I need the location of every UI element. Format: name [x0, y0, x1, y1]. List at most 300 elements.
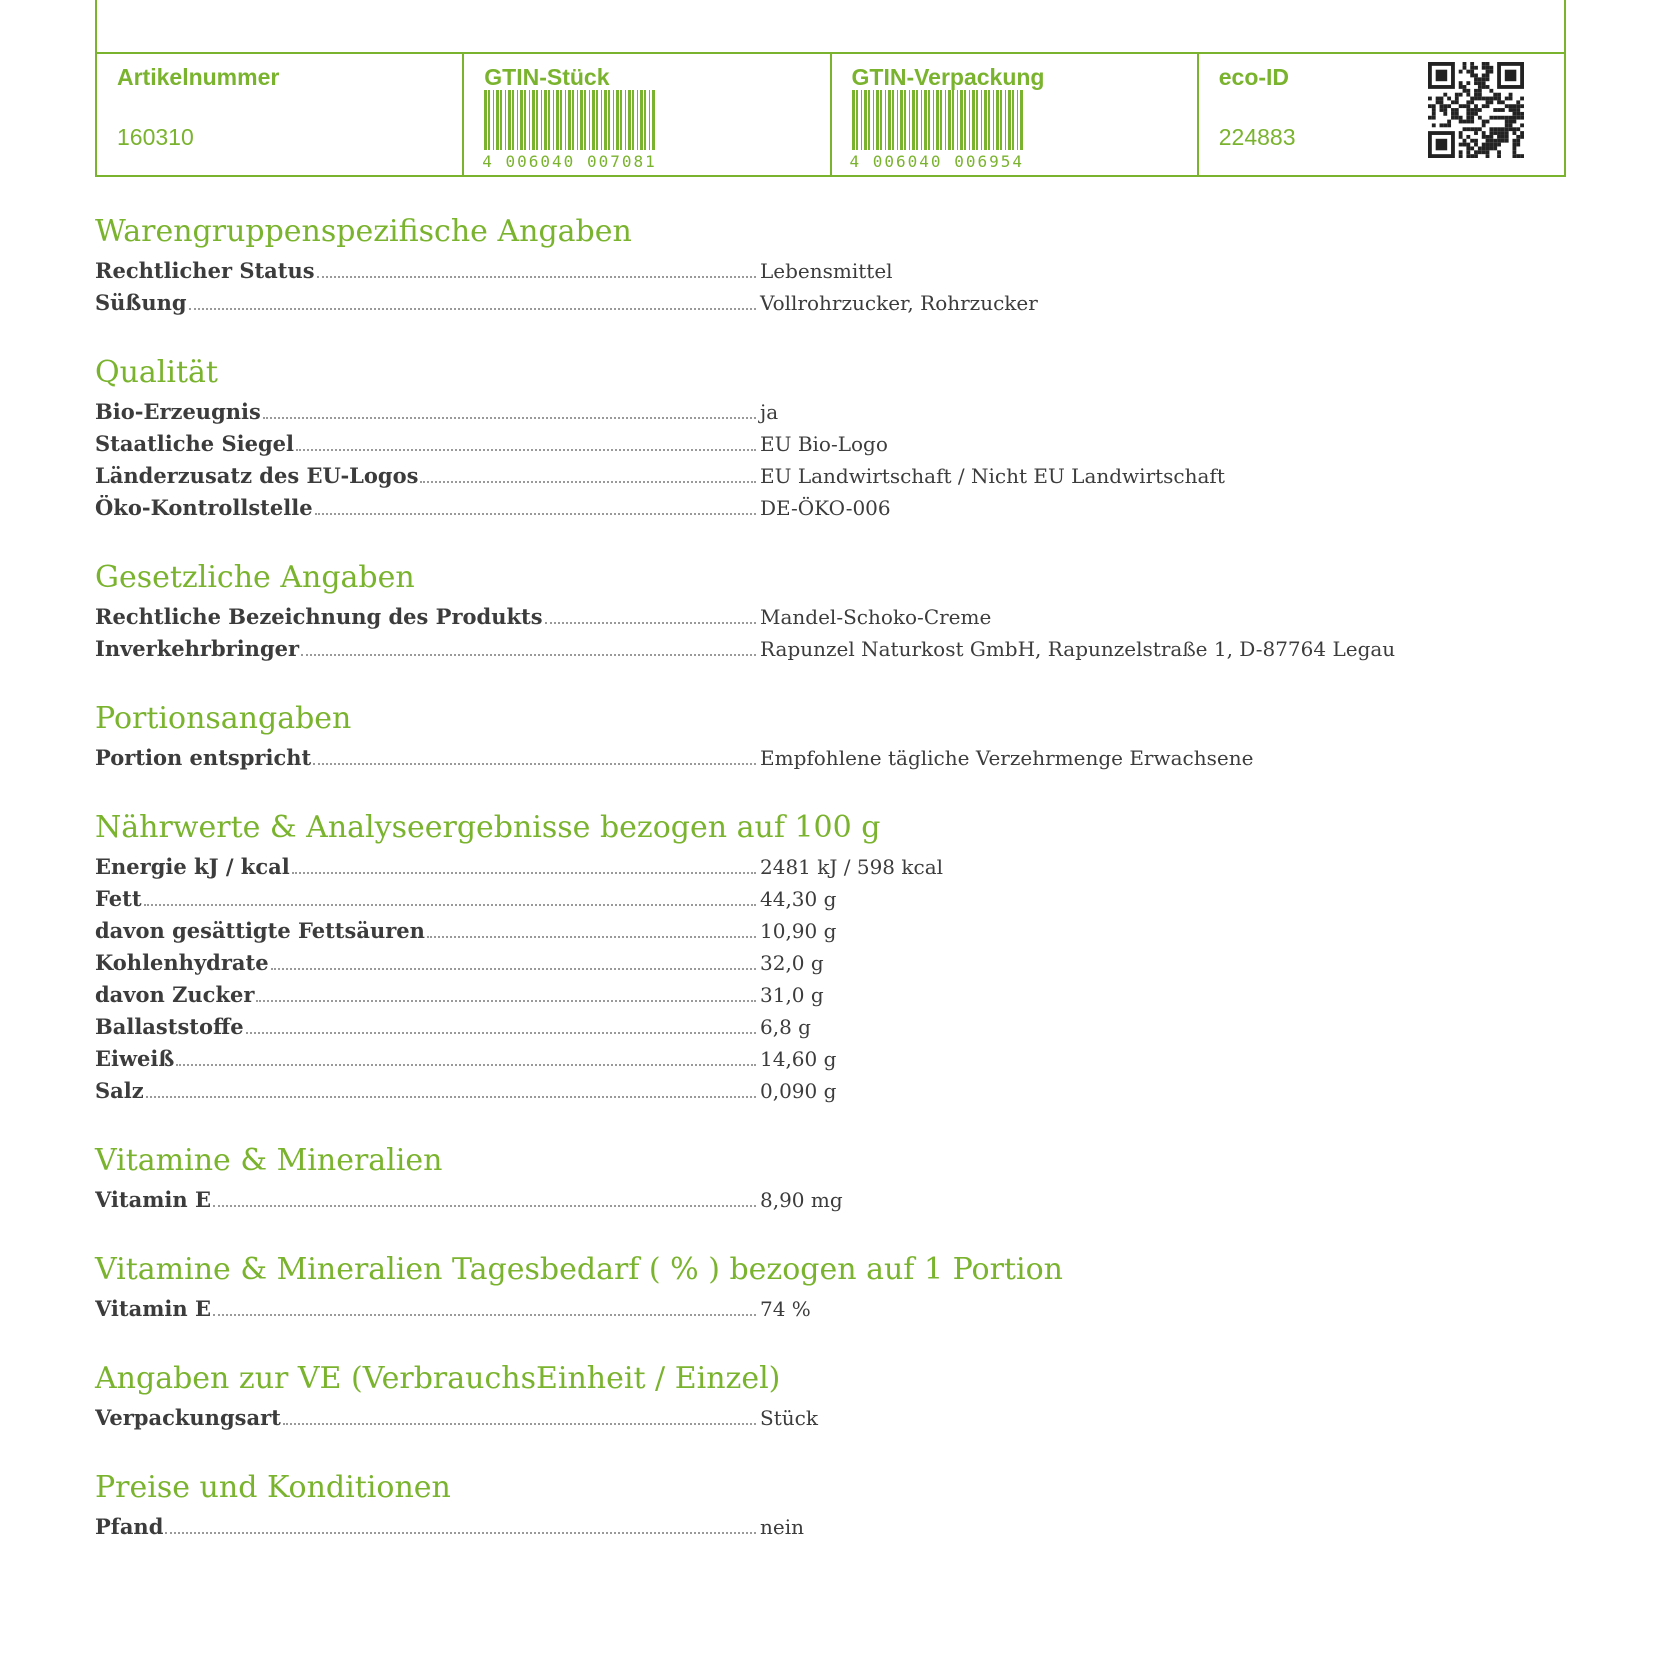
barcode-bar	[577, 90, 578, 150]
barcode-bar	[544, 90, 547, 150]
qr-module	[1436, 100, 1440, 104]
qr-module	[1459, 104, 1463, 108]
spec-value: Empfohlene tägliche Verzehrmenge Erwachsene	[760, 746, 1254, 770]
qr-module	[1486, 143, 1490, 147]
spec-value: Rapunzel Naturkost GmbH, Rapunzelstraße 1, D-87764 Legau	[760, 637, 1396, 661]
barcode-bar	[945, 90, 946, 150]
spec-label: Süßung	[95, 290, 187, 315]
spec-row-label-area	[95, 1405, 760, 1431]
spec-row	[95, 598, 1495, 630]
qr-module	[1520, 97, 1524, 101]
qr-module	[1493, 116, 1497, 120]
dot-leader	[213, 1204, 756, 1207]
qr-module	[1474, 66, 1478, 70]
qr-module	[1466, 150, 1470, 154]
qr-module	[1493, 146, 1497, 150]
qr-module	[1466, 120, 1470, 124]
barcode-bar	[652, 90, 655, 150]
qr-module	[1512, 154, 1516, 158]
dot-leader	[271, 967, 756, 970]
gtin-package-cell	[832, 54, 1199, 175]
qr-module	[1486, 70, 1490, 74]
qr-module	[1497, 108, 1501, 112]
dot-leader	[420, 480, 756, 483]
spec-value: Stück	[760, 1406, 818, 1430]
qr-module	[1509, 97, 1513, 101]
section-title: Vitamine & Mineralien	[95, 1143, 443, 1178]
qr-module	[1474, 154, 1478, 158]
section	[95, 558, 1495, 662]
qr-module	[1497, 93, 1501, 97]
spec-row-label-area	[95, 854, 760, 880]
qr-module	[1470, 127, 1474, 131]
barcode-bar	[604, 90, 607, 150]
spec-row	[95, 489, 1495, 521]
dot-leader	[292, 871, 756, 874]
qr-module	[1520, 154, 1524, 158]
spec-label: Länderzusatz des EU-Logos	[95, 463, 419, 488]
qr-module	[1516, 116, 1520, 120]
qr-module	[1486, 104, 1490, 108]
qr-module	[1466, 146, 1470, 150]
barcode-bar	[868, 90, 870, 150]
qr-module	[1516, 104, 1520, 108]
qr-module	[1466, 100, 1470, 104]
barcode-bar	[616, 90, 619, 150]
qr-module	[1509, 120, 1513, 124]
qr-module	[1489, 89, 1493, 93]
qr-module	[1509, 108, 1513, 112]
qr-module	[1478, 146, 1482, 150]
barcode-bar	[493, 90, 494, 150]
qr-module	[1482, 120, 1486, 124]
qr-module	[1520, 104, 1524, 108]
barcode-bar	[568, 90, 571, 150]
qr-module	[1501, 139, 1505, 143]
barcode-bar	[508, 90, 511, 150]
qr-module	[1520, 123, 1524, 127]
barcode-bar	[993, 90, 994, 150]
qr-module	[1516, 139, 1520, 143]
barcode-bar	[625, 90, 626, 150]
barcode-bar	[892, 90, 894, 150]
qr-module	[1486, 154, 1490, 158]
spec-value: nein	[760, 1515, 804, 1539]
barcode-bar	[556, 90, 559, 150]
barcode-bar	[888, 90, 891, 150]
qr-module	[1486, 62, 1490, 66]
dot-leader	[296, 448, 756, 451]
spec-label: Rechtlicher Status	[95, 258, 315, 283]
qr-module	[1466, 70, 1470, 74]
qr-module	[1512, 120, 1516, 124]
qr-module	[1478, 127, 1482, 131]
spec-row-label-area	[95, 1046, 760, 1072]
spec-value: 14,60 g	[760, 1047, 837, 1071]
qr-module	[1455, 97, 1459, 101]
qr-module	[1489, 146, 1493, 150]
qr-module	[1520, 131, 1524, 135]
qr-module	[1470, 139, 1474, 143]
qr-module	[1497, 127, 1501, 131]
spec-row	[95, 912, 1495, 944]
qr-module	[1482, 81, 1486, 85]
qr-module	[1486, 97, 1490, 101]
qr-module	[1489, 70, 1493, 74]
barcode-bar	[969, 90, 970, 150]
qr-module	[1505, 139, 1509, 143]
qr-module	[1478, 97, 1482, 101]
barcode-bar	[640, 90, 643, 150]
qr-module	[1501, 131, 1505, 135]
qr-module	[1512, 146, 1516, 150]
barcode-bar	[928, 90, 930, 150]
section	[95, 212, 1495, 316]
section-title: Vitamine & Mineralien Tagesbedarf ( % ) bezogen auf 1 Portion	[95, 1252, 1063, 1287]
qr-module	[1474, 81, 1478, 85]
qr-module	[1493, 127, 1497, 131]
qr-module	[1447, 97, 1451, 101]
barcode-bar	[512, 90, 514, 150]
qr-module	[1459, 85, 1463, 89]
barcode-bar	[601, 90, 602, 150]
qr-module	[1509, 127, 1513, 131]
qr-finder	[1436, 139, 1448, 151]
gtin-piece-cell	[464, 54, 831, 175]
barcode-bar	[988, 90, 990, 150]
qr-module	[1520, 116, 1524, 120]
qr-module	[1486, 146, 1490, 150]
barcode-bar	[608, 90, 610, 150]
spec-label: Verpackungsart	[95, 1405, 281, 1430]
qr-module	[1493, 131, 1497, 135]
barcode-bar	[1008, 90, 1011, 150]
qr-module	[1466, 143, 1470, 147]
qr-module	[1470, 112, 1474, 116]
barcode-bar	[933, 90, 934, 150]
eco-id-label: eco-ID	[1218, 64, 1290, 90]
qr-module	[1451, 108, 1455, 112]
spec-row-label-area	[95, 290, 760, 316]
qr-module	[1463, 143, 1467, 147]
dot-leader	[545, 621, 756, 624]
spec-row-label-area	[95, 495, 760, 521]
qr-module	[1459, 93, 1463, 97]
qr-module	[1497, 131, 1501, 135]
qr-module	[1505, 135, 1509, 139]
barcode-bar	[649, 90, 650, 150]
spec-label: Fett	[95, 886, 142, 911]
qr-module	[1474, 93, 1478, 97]
spec-row	[95, 425, 1495, 457]
barcode-bar	[1005, 90, 1006, 150]
spec-value: 8,90 mg	[760, 1188, 843, 1212]
spec-row-label-area	[95, 1078, 760, 1104]
qr-module	[1478, 116, 1482, 120]
qr-module	[1509, 123, 1513, 127]
qr-module	[1466, 112, 1470, 116]
qr-module	[1428, 104, 1432, 108]
qr-module	[1486, 150, 1490, 154]
spec-row-label-area	[95, 950, 760, 976]
dot-leader	[313, 762, 756, 765]
qr-module	[1470, 146, 1474, 150]
qr-module	[1482, 131, 1486, 135]
spec-label: Eiweiß	[95, 1046, 175, 1071]
gtin-package-barcode	[852, 90, 1027, 150]
dot-leader	[256, 999, 756, 1002]
qr-module	[1478, 81, 1482, 85]
qr-module	[1466, 116, 1470, 120]
barcode-bar	[984, 90, 987, 150]
barcode-bar	[589, 90, 590, 150]
qr-module	[1497, 135, 1501, 139]
qr-module	[1466, 135, 1470, 139]
spec-value: 32,0 g	[760, 951, 824, 975]
qr-module	[1470, 108, 1474, 112]
barcode-bar	[912, 90, 915, 150]
qr-module	[1478, 89, 1482, 93]
section-title: Nährwerte & Analyseergebnisse bezogen auf 100 g	[95, 810, 881, 845]
qr-module	[1432, 108, 1436, 112]
section	[95, 808, 1495, 1104]
spec-label: Inverkehrbringer	[95, 636, 300, 661]
qr-module	[1466, 108, 1470, 112]
spec-row-label-area	[95, 886, 760, 912]
qr-module	[1478, 77, 1482, 81]
spec-row	[95, 1290, 1495, 1322]
qr-module	[1451, 116, 1455, 120]
barcode-bar	[572, 90, 574, 150]
qr-module	[1466, 104, 1470, 108]
section	[95, 1141, 1495, 1213]
qr-module	[1463, 66, 1467, 70]
qr-module	[1436, 97, 1440, 101]
barcode-bar	[628, 90, 631, 150]
qr-module	[1447, 123, 1451, 127]
qr-module	[1443, 93, 1447, 97]
gtin-piece-digits: 4 006040 007081	[482, 152, 657, 171]
qr-module	[1474, 104, 1478, 108]
qr-module	[1443, 112, 1447, 116]
qr-module	[1489, 116, 1493, 120]
qr-module	[1497, 139, 1501, 143]
barcode-bar	[952, 90, 954, 150]
spec-label: Vitamin E	[95, 1187, 211, 1212]
barcode-bar	[897, 90, 898, 150]
qr-module	[1482, 150, 1486, 154]
qr-module	[1466, 154, 1470, 158]
dot-leader	[301, 653, 756, 656]
qr-module	[1474, 74, 1478, 78]
qr-module	[1486, 135, 1490, 139]
barcode-bar	[904, 90, 906, 150]
spec-row	[95, 944, 1495, 976]
qr-module	[1463, 139, 1467, 143]
spec-row	[95, 630, 1495, 662]
barcode-bar	[856, 90, 858, 150]
barcode-bar	[524, 90, 526, 150]
qr-module	[1451, 112, 1455, 116]
qr-module	[1520, 112, 1524, 116]
spec-sheet	[95, 212, 1495, 1577]
dot-leader	[176, 1063, 756, 1066]
qr-module	[1440, 108, 1444, 112]
qr-module	[1505, 127, 1509, 131]
qr-module	[1428, 97, 1432, 101]
qr-module	[1482, 104, 1486, 108]
dot-leader	[315, 512, 756, 515]
section-title: Warengruppenspezifische Angaben	[95, 214, 632, 249]
barcode-bar	[957, 90, 958, 150]
qr-code	[1428, 62, 1524, 158]
qr-module	[1463, 104, 1467, 108]
barcode-bar	[632, 90, 634, 150]
barcode-bar	[1020, 90, 1023, 150]
qr-module	[1459, 154, 1463, 158]
barcode-bar	[565, 90, 566, 150]
qr-module	[1478, 85, 1482, 89]
qr-module	[1501, 116, 1505, 120]
spec-row	[95, 457, 1495, 489]
product-header	[95, 0, 1566, 177]
barcode-bar	[496, 90, 499, 150]
qr-module	[1486, 120, 1490, 124]
qr-module	[1466, 93, 1470, 97]
qr-module	[1459, 143, 1463, 147]
qr-module	[1451, 100, 1455, 104]
spec-row	[95, 976, 1495, 1008]
spec-row	[95, 1399, 1495, 1431]
barcode-bar	[924, 90, 927, 150]
spec-row	[95, 1008, 1495, 1040]
qr-module	[1474, 89, 1478, 93]
qr-module	[1459, 120, 1463, 124]
qr-module	[1482, 77, 1486, 81]
gtin-package-digits: 4 006040 006954	[849, 152, 1024, 171]
qr-module	[1463, 127, 1467, 131]
dot-leader	[165, 1531, 756, 1534]
spec-value: 44,30 g	[760, 887, 837, 911]
spec-row	[95, 1040, 1495, 1072]
qr-module	[1459, 131, 1463, 135]
qr-module	[1474, 150, 1478, 154]
qr-module	[1466, 89, 1470, 93]
qr-module	[1440, 104, 1444, 108]
barcode-bar	[909, 90, 910, 150]
barcode-bar	[517, 90, 518, 150]
barcode-bar	[541, 90, 542, 150]
spec-row-label-area	[95, 982, 760, 1008]
qr-module	[1493, 97, 1497, 101]
qr-module	[1470, 66, 1474, 70]
barcode-bar	[637, 90, 638, 150]
qr-module	[1443, 104, 1447, 108]
barcode-bar	[553, 90, 554, 150]
qr-module	[1470, 100, 1474, 104]
spec-row-label-area	[95, 745, 760, 771]
qr-module	[1463, 89, 1467, 93]
qr-module	[1482, 66, 1486, 70]
qr-module	[1470, 116, 1474, 120]
barcode-bar	[488, 90, 490, 150]
spec-value: ja	[760, 400, 779, 424]
qr-module	[1478, 150, 1482, 154]
qr-module	[1466, 127, 1470, 131]
barcode-bar	[484, 90, 487, 150]
barcode-bar	[900, 90, 903, 150]
spec-row-label-area	[95, 399, 760, 425]
qr-module	[1432, 112, 1436, 116]
barcode-bar	[529, 90, 530, 150]
qr-module	[1489, 143, 1493, 147]
spec-row-label-area	[95, 604, 760, 630]
qr-module	[1432, 123, 1436, 127]
qr-module	[1463, 85, 1467, 89]
qr-module	[1516, 127, 1520, 131]
qr-module	[1489, 100, 1493, 104]
qr-module	[1486, 139, 1490, 143]
qr-module	[1486, 100, 1490, 104]
qr-module	[1447, 120, 1451, 124]
barcode-bar	[596, 90, 598, 150]
barcode-bar	[948, 90, 951, 150]
qr-module	[1432, 116, 1436, 120]
barcode-bar	[873, 90, 874, 150]
spec-label: Energie kJ / kcal	[95, 854, 290, 879]
barcode-bar	[500, 90, 502, 150]
qr-module	[1428, 116, 1432, 120]
barcode-bar	[548, 90, 550, 150]
barcode-bar	[964, 90, 966, 150]
qr-module	[1470, 70, 1474, 74]
section-title: Preise und Konditionen	[95, 1470, 451, 1505]
article-number-cell	[97, 54, 464, 175]
qr-module	[1516, 100, 1520, 104]
spec-label: Rechtliche Bezeichnung des Produkts	[95, 604, 543, 629]
qr-module	[1478, 108, 1482, 112]
spec-label: Pfand	[95, 1514, 164, 1539]
qr-module	[1501, 127, 1505, 131]
qr-module	[1459, 81, 1463, 85]
spec-row-label-area	[95, 918, 760, 944]
qr-module	[1478, 93, 1482, 97]
qr-module	[1443, 108, 1447, 112]
qr-module	[1505, 123, 1509, 127]
spec-value: 74 %	[760, 1297, 811, 1321]
qr-module	[1489, 139, 1493, 143]
qr-module	[1512, 143, 1516, 147]
barcode-bar	[972, 90, 975, 150]
qr-module	[1505, 104, 1509, 108]
qr-module	[1505, 131, 1509, 135]
qr-module	[1486, 85, 1490, 89]
qr-module	[1474, 131, 1478, 135]
qr-module	[1482, 135, 1486, 139]
spec-row	[95, 848, 1495, 880]
barcode-bar	[940, 90, 942, 150]
qr-module	[1512, 116, 1516, 120]
spec-row-label-area	[95, 1187, 760, 1213]
qr-module	[1474, 143, 1478, 147]
qr-module	[1482, 123, 1486, 127]
section-title: Angaben zur VE (VerbrauchsEinheit / Einzel)	[95, 1361, 781, 1396]
barcode-bar	[936, 90, 939, 150]
qr-module	[1455, 112, 1459, 116]
qr-module	[1489, 66, 1493, 70]
qr-module	[1459, 116, 1463, 120]
spec-label: Salz	[95, 1078, 144, 1103]
